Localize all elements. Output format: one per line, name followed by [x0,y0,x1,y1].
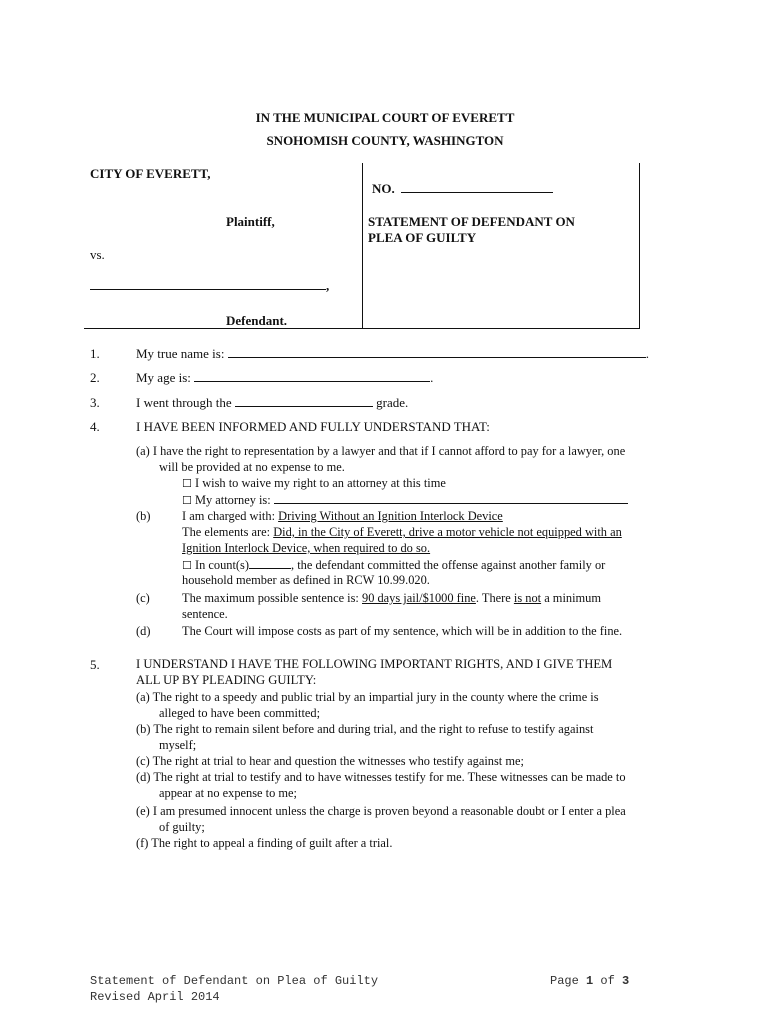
item-number: 1. [90,346,100,361]
domestic-violence-option[interactable] [182,557,605,573]
plaintiff-name: CITY OF EVERETT, [90,166,211,181]
footer-title: Statement of Defendant on Plea of Guilty [90,974,379,988]
true-name-end: . [645,346,649,361]
age-end: . [430,370,434,385]
checkbox-icon[interactable]: ☐ [182,477,192,490]
right-d-line2: appear at no expense to me; [159,786,297,800]
max-sentence-line2: sentence. [182,607,228,621]
section4-d-letter: (d) [136,624,151,638]
case-number-field[interactable] [372,181,553,197]
charged-label: I am charged with: [182,509,276,523]
dv-text-line2: household member as defined in RCW 10.99.020. [182,573,430,587]
document-title-line1: STATEMENT OF DEFENDANT ON [368,214,575,229]
document-title-line2: PLEA OF GUILTY [368,230,477,245]
right-c-line1: (c) The right at trial to hear and question the witnesses who testify against me; [136,754,524,768]
right-a-line1: (a) The right to a speedy and public trial by an impartial jury in the county where the crime is [136,690,599,704]
age-label: My age is: [136,370,191,385]
waive-attorney-label: I wish to waive my right to an attorney at this time [194,476,446,490]
defendant-name-field[interactable] [90,278,329,294]
caption-bottom-border [84,328,640,329]
item-number: 4. [90,419,100,434]
caption-divider [362,163,363,329]
elements-line1 [182,525,622,540]
grade-label: I went through the [136,395,232,410]
section4-a-line1: (a) I have the right to representation by a lawyer and that if I cannot afford to pay for a lawyer, one [136,444,626,458]
charge-line [182,509,503,524]
max-sentence-end: a minimum [544,591,601,605]
caption-right-border [639,163,640,329]
page-label: Page [550,974,579,988]
max-sentence-value: 90 days jail/$1000 fine [362,591,476,605]
case-number-label: NO. [372,181,395,196]
section4-b-letter: (b) [136,509,151,523]
item-number: 2. [90,370,100,385]
elements-value-2: Ignition Interlock Device, when required to do so. [182,541,431,555]
costs-text: The Court will impose costs as part of my sentence, which will be in addition to the fine. [182,624,623,638]
grade-end: grade. [376,395,409,410]
count-field[interactable] [249,557,291,569]
max-sentence-line [182,591,601,606]
true-name-field[interactable] [136,346,649,362]
right-f-line1: (f) The right to appeal a finding of guilt after a trial. [136,836,393,850]
page-indicator [550,974,629,988]
count-label: In count(s) [194,558,250,572]
section4-a-line2: will be provided at no expense to me. [159,460,345,474]
elements-value-1: Did, in the City of Everett, drive a motor vehicle not equipped with an [273,525,622,539]
defendant-comma: , [326,278,330,293]
court-name: IN THE MUNICIPAL COURT OF EVERETT [255,110,515,125]
waive-attorney-option[interactable] [182,476,446,491]
right-b-line1: (b) The right to remain silent before and during trial, and the right to refuse to testify against [136,722,594,736]
section4-heading: I HAVE BEEN INFORMED AND FULLY UNDERSTAND THAT: [136,419,490,434]
court-county: SNOHOMISH COUNTY, WASHINGTON [266,133,504,148]
section4-c-letter: (c) [136,591,150,605]
section5-heading-line1: I UNDERSTAND I HAVE THE FOLLOWING IMPORTANT RIGHTS, AND I GIVE THEM [136,657,613,671]
attorney-name-option[interactable] [182,492,628,508]
item-number: 5. [90,657,100,672]
right-d-line1: (d) The right at trial to testify and to have witnesses testify for me. These witnesses can be made to [136,770,626,784]
right-a-line2: alleged to have been committed; [159,706,321,720]
charge-value: Driving Without an Ignition Interlock Device [278,509,503,523]
plaintiff-label: Plaintiff, [226,214,275,229]
page-total: 3 [622,974,630,988]
grade-field[interactable] [136,395,408,411]
max-sentence-label: The maximum possible sentence is: [182,591,359,605]
footer-revised: Revised April 2014 [90,990,220,1004]
dv-text: , the defendant committed the offense against another family or [291,558,606,572]
page-number: 1 [586,974,594,988]
max-sentence-mid: . There [475,591,511,605]
attorney-label: My attorney is: [194,493,271,507]
age-field[interactable] [136,370,433,386]
right-e-line2: of guilty; [159,820,205,834]
item-number: 3. [90,395,100,410]
elements-label: The elements are: [182,525,271,539]
minimum-status: is not [513,591,542,605]
section5-heading-line2: ALL UP BY PLEADING GUILTY: [136,673,317,687]
checkbox-icon[interactable]: ☐ [182,494,192,507]
checkbox-icon[interactable]: ☐ [182,559,192,572]
right-e-line1: (e) I am presumed innocent unless the charge is proven beyond a reasonable doubt or I enter a plea [136,804,626,818]
defendant-label: Defendant. [226,313,288,328]
of-label: of [600,974,615,988]
true-name-label: My true name is: [136,346,225,361]
right-b-line2: myself; [159,738,197,752]
versus-label: vs. [90,247,105,262]
